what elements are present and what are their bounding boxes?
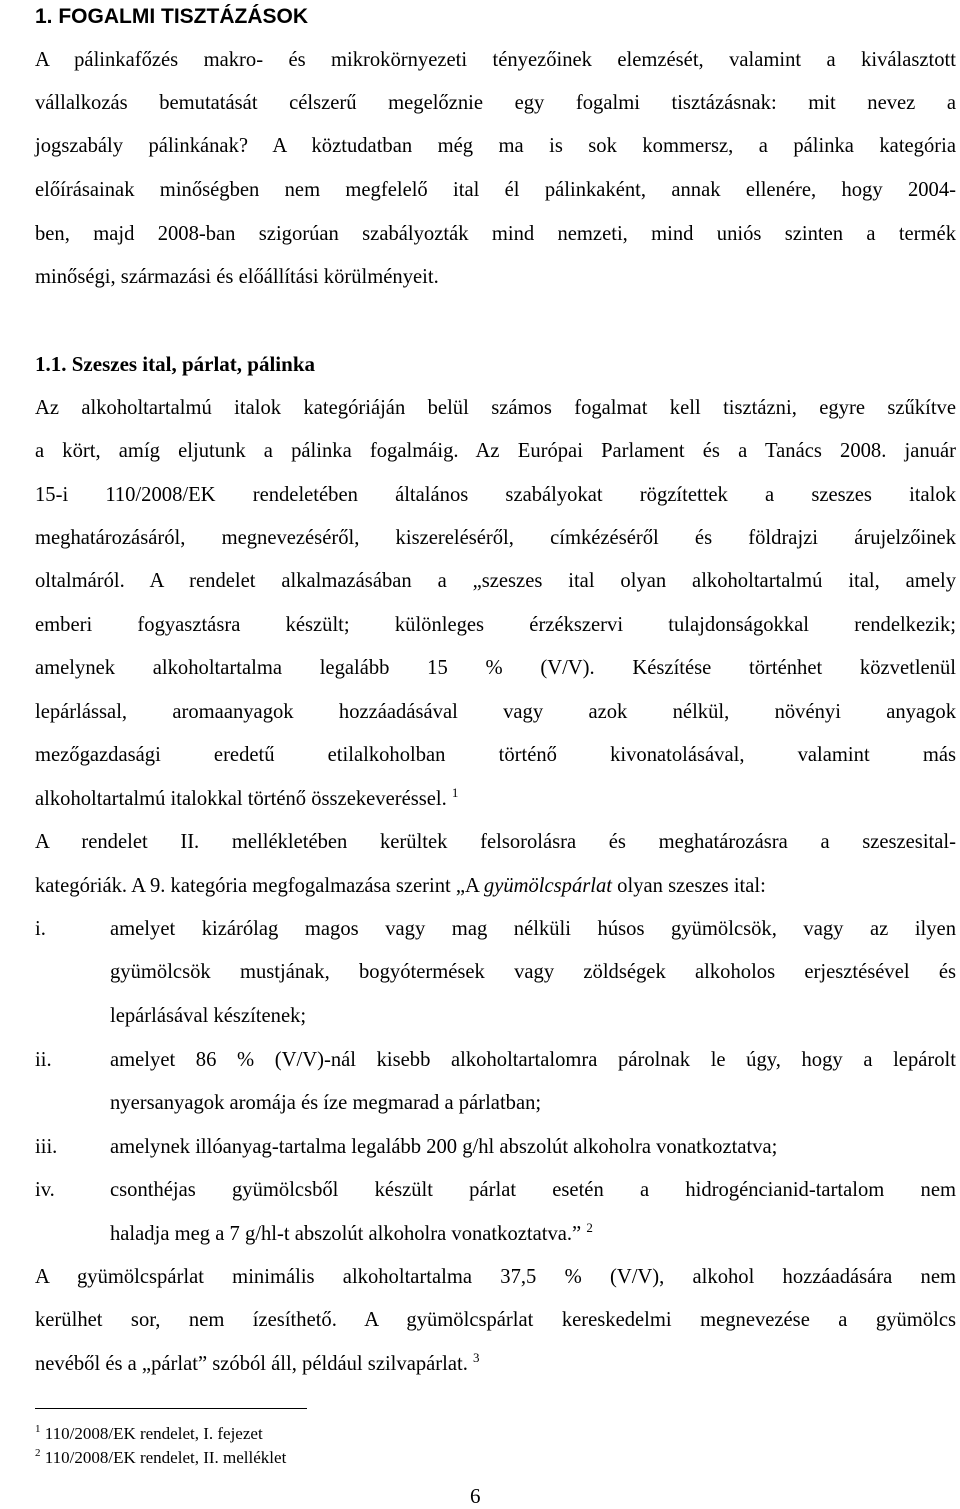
list-marker: i. bbox=[35, 918, 46, 940]
body-line bbox=[35, 785, 956, 813]
body-line: lepárlással, aromaanyagok hozzáadásával vagy azok nélkül, növényi anyagok bbox=[35, 701, 956, 723]
annex-line bbox=[35, 872, 956, 900]
footnote-reference: 1 bbox=[451, 785, 459, 800]
body-line: Az alkoholtartalmú italok kategóriáján belül számos fogalmat kell tisztázni, egyre szűkítve bbox=[35, 397, 956, 419]
closing-line bbox=[35, 1350, 956, 1378]
body-line: mezőgazdasági eredetű etilalkoholban történő kivonatolásával, valamint más bbox=[35, 744, 956, 766]
intro-line: minőségi, származási és előállítási körülményeit. bbox=[35, 266, 439, 288]
list-item-line: amelyet kizárólag magos vagy mag nélküli húsos gyümölcsök, vagy az ilyen bbox=[110, 918, 956, 940]
annex-line-text: olyan szeszes ital: bbox=[612, 875, 766, 897]
intro-line: jogszabály pálinkának? A köztudatban még ma is sok kommersz, a pálinka kategória bbox=[35, 135, 956, 157]
subsection-heading: 1.1. Szeszes ital, párlat, pálinka bbox=[35, 352, 316, 376]
list-item-line bbox=[110, 1220, 956, 1248]
body-line: amelynek alkoholtartalma legalább 15 % (V/V). Készítése történhet közvetlenül bbox=[35, 657, 956, 679]
footnote-reference: 3 bbox=[473, 1350, 480, 1365]
footnote-reference: 2 bbox=[586, 1220, 593, 1235]
list-item-line: nyersanyagok aromája és íze megmarad a párlatban; bbox=[110, 1092, 542, 1114]
closing-line-text: nevéből és a „párlat” szóból áll, például szilvapárlat. bbox=[35, 1353, 468, 1375]
annex-line-text: kategóriák. A 9. kategória megfogalmazása szerint „A bbox=[35, 875, 484, 897]
list-item-line: lepárlásával készítenek; bbox=[110, 1005, 307, 1027]
intro-line: ben, majd 2008-ban szigorúan szabályozták mind nemzeti, mind uniós szinten a termék bbox=[35, 223, 956, 245]
section-heading: 1. FOGALMI TISZTÁZÁSOK bbox=[35, 5, 308, 28]
intro-line: előírásainak minőségben nem megfelelő ital él pálinkaként, annak ellenére, hogy 2004- bbox=[35, 179, 956, 201]
intro-line: vállalkozás bemutatását célszerű megelőznie egy fogalmi tisztázásnak: mit nevez a bbox=[35, 92, 956, 114]
list-item-line: csonthéjas gyümölcsből készült párlat esetén a hidrogéncianid-tartalom nem bbox=[110, 1179, 956, 1201]
body-line: a kört, amíg eljutunk a pálinka fogalmáig. Az Európai Parlament és a Tanács 2008. január bbox=[35, 440, 956, 462]
intro-line: A pálinkafőzés makro- és mikrokörnyezeti tényezőinek elemzését, valamint a kiválasztott bbox=[35, 49, 956, 71]
body-line: meghatározásáról, megnevezéséről, kiszereléséről, címkézéséről és földrajzi árujelzőinek bbox=[35, 527, 956, 549]
list-item-line: gyümölcsök mustjának, bogyótermések vagy zöldségek alkoholos erjesztésével és bbox=[110, 961, 956, 983]
list-item-text: haladja meg a 7 g/hl-t abszolút alkoholra vonatkoztatva.” bbox=[110, 1223, 582, 1245]
footnote-separator bbox=[35, 1408, 307, 1409]
annex-line: A rendelet II. mellékletében kerültek felsorolásra és meghatározásra a szeszesital- bbox=[35, 831, 956, 853]
list-marker: ii. bbox=[35, 1049, 52, 1071]
body-line: emberi fogyasztásra készült; különleges érzékszervi tulajdonságokkal rendelkezik; bbox=[35, 614, 956, 636]
defined-term: gyümölcspárlat bbox=[483, 875, 613, 897]
footnote-number: 2 bbox=[35, 1447, 41, 1459]
closing-line: A gyümölcspárlat minimális alkoholtartalma 37,5 % (V/V), alkohol hozzáadására nem bbox=[35, 1266, 956, 1288]
footnote-text: 110/2008/EK rendelet, II. melléklet bbox=[44, 1448, 287, 1467]
page-number: 6 bbox=[470, 1484, 481, 1508]
list-marker: iii. bbox=[35, 1136, 58, 1158]
list-item-line: amelynek illóanyag-tartalma legalább 200 g/hl abszolút alkoholra vonatkoztatva; bbox=[110, 1136, 778, 1158]
list-marker: iv. bbox=[35, 1179, 55, 1201]
list-item-line: amelyet 86 % (V/V)-nál kisebb alkoholtartalomra párolnak le úgy, hogy a lepárolt bbox=[110, 1049, 956, 1071]
footnote bbox=[35, 1447, 286, 1469]
footnote-number: 1 bbox=[35, 1423, 41, 1435]
footnote bbox=[35, 1423, 263, 1445]
footnote-text: 110/2008/EK rendelet, I. fejezet bbox=[44, 1424, 263, 1443]
body-line: oltalmáról. A rendelet alkalmazásában a „szeszes ital olyan alkoholtartalmú ital, amely bbox=[35, 570, 956, 592]
closing-line: kerülhet sor, nem ízesíthető. A gyümölcspárlat kereskedelmi megnevezése a gyümölcs bbox=[35, 1309, 956, 1331]
body-line-text: alkoholtartalmú italokkal történő összekeveréssel. bbox=[35, 788, 447, 810]
body-line: 15-i 110/2008/EK rendeletében általános szabályokat rögzítettek a szeszes italok bbox=[35, 484, 956, 506]
